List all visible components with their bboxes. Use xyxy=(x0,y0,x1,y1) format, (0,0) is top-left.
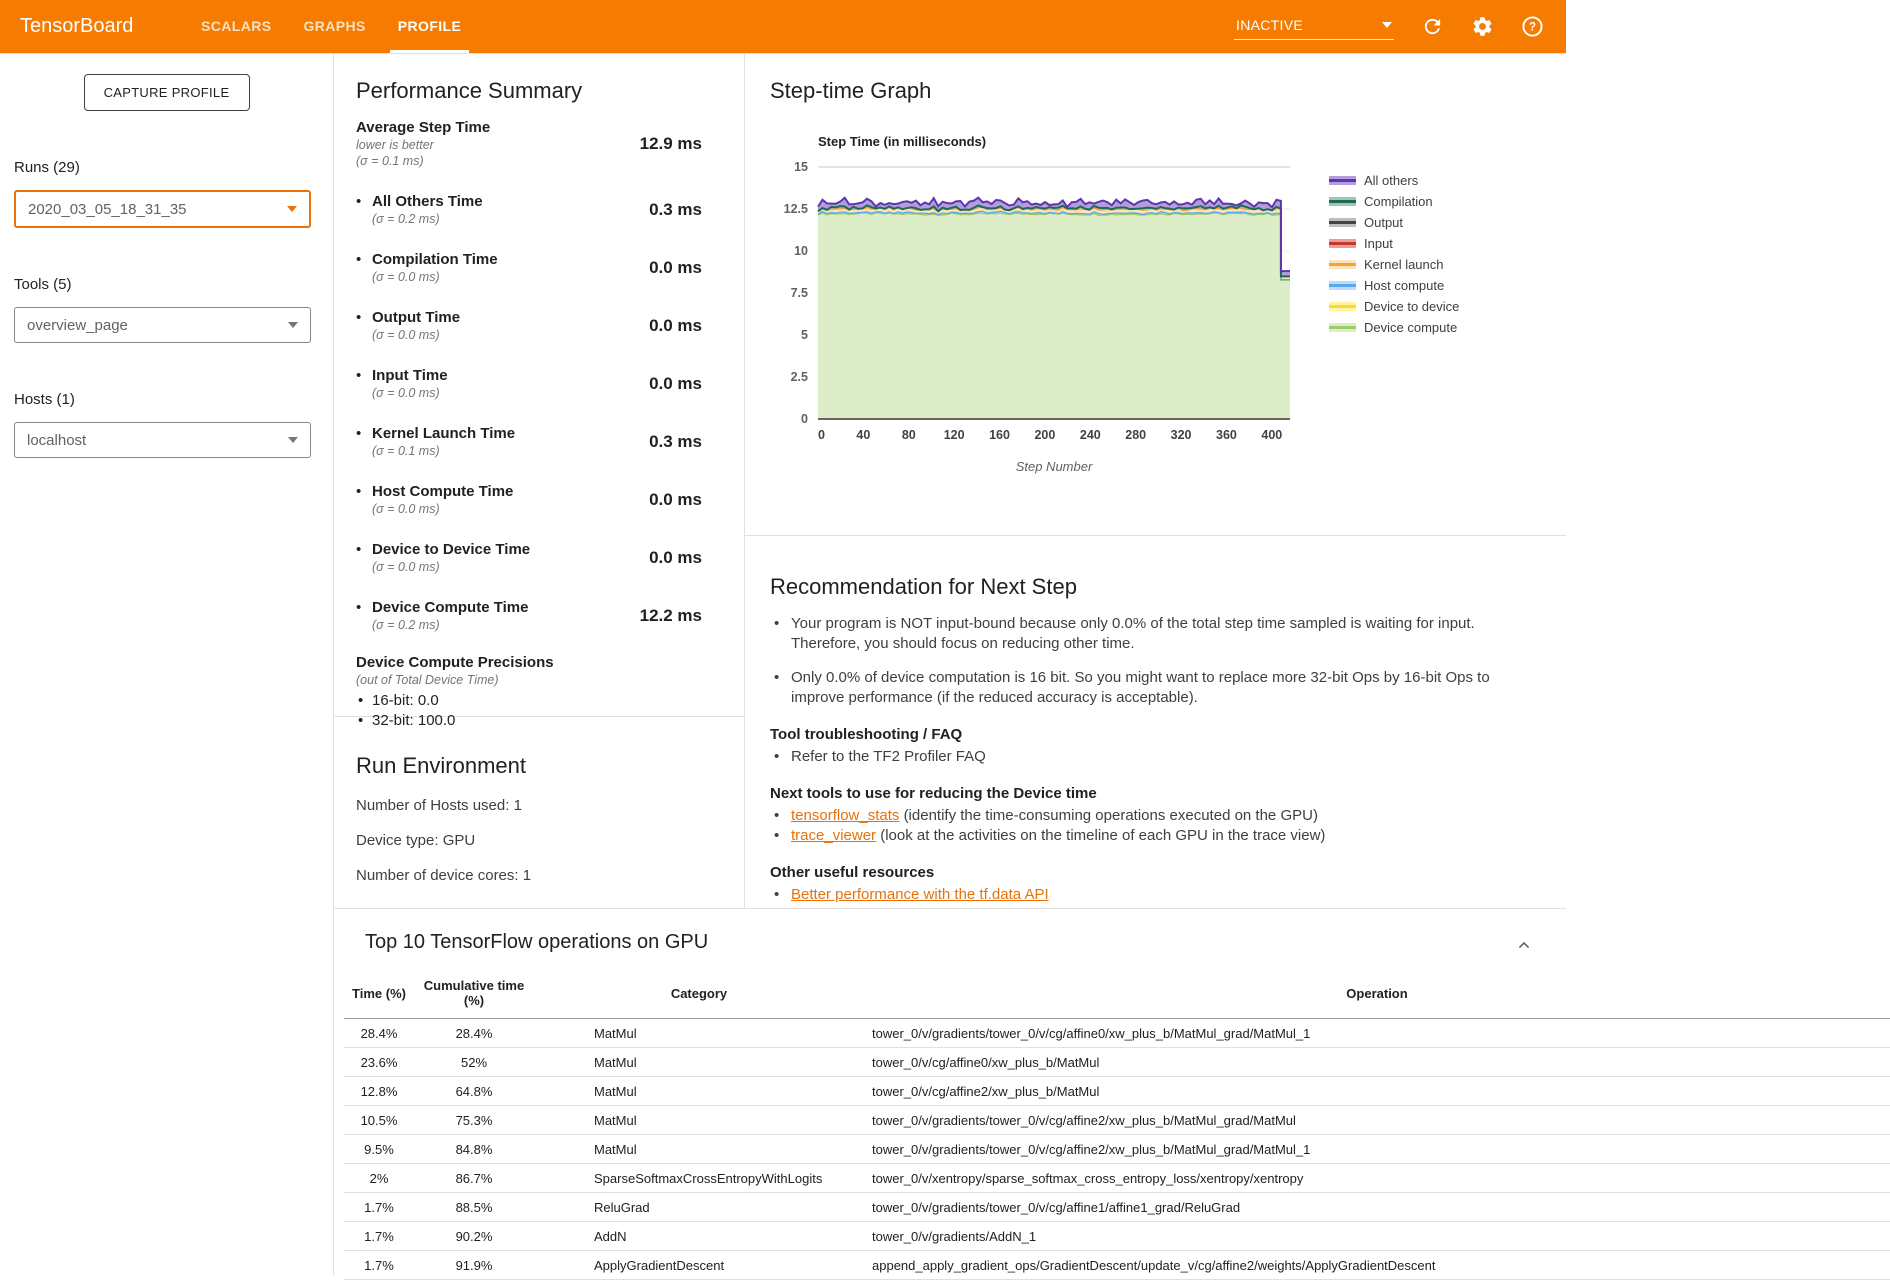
top10-table xyxy=(344,972,1890,1280)
refresh-button[interactable] xyxy=(1420,15,1444,39)
cell-cumulative: 90.2% xyxy=(414,1222,534,1251)
faq-item: • Refer to the TF2 Profiler FAQ xyxy=(770,747,1526,767)
run-environment-card xyxy=(334,717,744,884)
metric-sigma: (σ = 0.1 ms) xyxy=(372,444,440,458)
summary-column xyxy=(334,54,745,908)
tab-profile[interactable]: PROFILE xyxy=(382,0,477,53)
svg-text:40: 40 xyxy=(856,428,871,442)
table-header-row xyxy=(344,972,1890,1019)
legend-item xyxy=(1329,237,1459,250)
cell-cumulative: 86.7% xyxy=(414,1164,534,1193)
svg-text:7.5: 7.5 xyxy=(790,286,808,300)
svg-text:280: 280 xyxy=(1125,428,1147,442)
svg-text:?: ? xyxy=(1528,21,1536,34)
hosts-select[interactable] xyxy=(14,422,311,458)
svg-text:200: 200 xyxy=(1034,428,1056,442)
tools-select-value: overview_page xyxy=(27,316,128,334)
metric-value: 12.9 ms xyxy=(639,133,702,153)
cell-time: 1.7% xyxy=(344,1193,414,1222)
cell-operation: tower_0/v/gradients/AddN_1 xyxy=(864,1222,1890,1251)
cell-time: 2% xyxy=(344,1164,414,1193)
next-tool-item xyxy=(770,806,1526,826)
legend-item xyxy=(1329,174,1459,187)
resources-title: Other useful resources xyxy=(770,864,935,881)
tools-label: Tools (5) xyxy=(14,276,72,293)
legend-swatch xyxy=(1329,216,1356,229)
next-tool-item xyxy=(770,826,1526,846)
run-environment-line: Number of Hosts used: 1 xyxy=(356,797,522,814)
precision-item: • 16-bit: 0.0 xyxy=(356,691,702,711)
sidebar xyxy=(0,54,334,1275)
cell-cumulative: 52% xyxy=(414,1048,534,1077)
legend-swatch xyxy=(1329,174,1356,187)
bullet: • xyxy=(356,599,362,616)
resource-link[interactable]: Better performance with the tf.data API xyxy=(791,886,1049,903)
hosts-label: Hosts (1) xyxy=(14,391,75,408)
cell-category: MatMul xyxy=(534,1077,864,1106)
performance-summary-title: Performance Summary xyxy=(356,78,583,103)
legend-item xyxy=(1329,258,1459,271)
run-environment-line: Device type: GPU xyxy=(356,832,476,849)
cell-cumulative: 28.4% xyxy=(414,1019,534,1048)
metric-sigma: (σ = 0.0 ms) xyxy=(372,502,440,516)
cell-cumulative: 84.8% xyxy=(414,1135,534,1164)
svg-text:360: 360 xyxy=(1216,428,1237,442)
help-icon xyxy=(1521,15,1544,38)
metric-value: 0.0 ms xyxy=(649,373,702,393)
svg-text:0: 0 xyxy=(801,412,808,426)
svg-text:320: 320 xyxy=(1170,428,1192,442)
metric-sigma: (σ = 0.2 ms) xyxy=(372,212,440,226)
chevron-down-icon xyxy=(288,437,298,443)
cell-category: MatMul xyxy=(534,1135,864,1164)
metric-value: 0.0 ms xyxy=(649,489,702,509)
cell-operation: tower_0/v/gradients/tower_0/v/cg/affine1/affine1_grad/ReluGrad xyxy=(864,1193,1890,1222)
faq-list xyxy=(770,747,1526,767)
bullet: • xyxy=(356,367,362,384)
capture-profile-button[interactable]: CAPTURE PROFILE xyxy=(84,74,250,111)
table-row xyxy=(344,1019,1890,1048)
bullet: • xyxy=(356,193,362,210)
cell-time: 1.7% xyxy=(344,1222,414,1251)
svg-text:12.5: 12.5 xyxy=(783,202,808,216)
chevron-up-icon xyxy=(1512,933,1536,957)
overview-row xyxy=(334,54,1566,909)
cell-cumulative: 91.9% xyxy=(414,1251,534,1280)
table-row xyxy=(344,1222,1890,1251)
status-dropdown-value: INACTIVE xyxy=(1236,17,1303,33)
cell-operation: append_apply_gradient_ops/GradientDescent/update_v/cg/affine2/weights/ApplyGradientDescent xyxy=(864,1251,1890,1280)
bullet: • xyxy=(356,541,362,558)
metric-label: Kernel Launch Time xyxy=(372,425,516,442)
step-time-graph-title: Step-time Graph xyxy=(770,78,932,103)
legend-item xyxy=(1329,321,1459,334)
help-button[interactable] xyxy=(1520,15,1544,39)
table-row xyxy=(344,1106,1890,1135)
tool-desc: (look at the activities on the timeline of each GPU in the trace view) xyxy=(880,827,1326,844)
metric-label: Output Time xyxy=(372,309,461,326)
cell-time: 10.5% xyxy=(344,1106,414,1135)
perf-metric-row xyxy=(356,540,702,575)
metric-note: lower is better xyxy=(356,138,434,152)
cell-time: 12.8% xyxy=(344,1077,414,1106)
cell-category: ApplyGradientDescent xyxy=(534,1251,864,1280)
settings-button[interactable] xyxy=(1470,15,1494,39)
legend-swatch xyxy=(1329,321,1356,334)
bullet: • xyxy=(356,309,362,326)
topbar-actions xyxy=(1234,0,1566,53)
chevron-down-icon xyxy=(288,322,298,328)
perf-entries xyxy=(356,192,702,633)
perf-metric-row xyxy=(356,308,702,343)
table-row xyxy=(344,1077,1890,1106)
perf-metric-row xyxy=(356,598,702,633)
legend-label: Device compute xyxy=(1364,320,1458,335)
col-header-cumulative: Cumulative time (%) xyxy=(414,972,534,1019)
cell-category: AddN xyxy=(534,1222,864,1251)
stacked-area-chart xyxy=(770,132,1315,472)
legend-item xyxy=(1329,279,1459,292)
next-tools-list xyxy=(770,806,1526,846)
top10-operations-card xyxy=(334,909,1566,1280)
metric-label: Host Compute Time xyxy=(372,483,514,500)
bullet: • xyxy=(356,483,362,500)
cell-operation: tower_0/v/gradients/tower_0/v/cg/affine2/xw_plus_b/MatMul_grad/MatMul_1 xyxy=(864,1135,1890,1164)
legend-label: All others xyxy=(1364,173,1419,188)
precision-item: • 32-bit: 100.0 xyxy=(356,711,702,731)
legend-swatch xyxy=(1329,237,1356,250)
run-environment-line: Number of device cores: 1 xyxy=(356,867,532,884)
legend-label: Compilation xyxy=(1364,194,1433,209)
col-header-time: Time (%) xyxy=(344,972,414,1019)
metric-value: 0.0 ms xyxy=(649,315,702,335)
metric-value: 0.0 ms xyxy=(649,547,702,567)
gear-icon xyxy=(1471,15,1494,38)
metric-label: Compilation Time xyxy=(372,251,498,268)
svg-text:15: 15 xyxy=(794,160,808,174)
precisions-list xyxy=(356,691,702,731)
cell-operation: tower_0/v/cg/affine2/xw_plus_b/MatMul xyxy=(864,1077,1890,1106)
graph-column xyxy=(745,54,1566,908)
page-body xyxy=(0,53,1566,1275)
step-time-graph-card xyxy=(745,54,1566,536)
cell-time: 1.7% xyxy=(344,1251,414,1280)
refresh-icon xyxy=(1421,15,1444,38)
bullet: • xyxy=(356,251,362,268)
col-header-operation: Operation xyxy=(864,972,1890,1019)
table-row xyxy=(344,1164,1890,1193)
legend-swatch xyxy=(1329,195,1356,208)
metric-label: Device to Device Time xyxy=(372,541,531,558)
svg-text:400: 400 xyxy=(1261,428,1283,442)
cell-category: ReluGrad xyxy=(534,1193,864,1222)
tools-select[interactable] xyxy=(14,307,311,343)
metric-sigma: (σ = 0.1 ms) xyxy=(356,154,424,168)
svg-text:5: 5 xyxy=(801,328,808,342)
metric-sigma: (σ = 0.0 ms) xyxy=(372,386,440,400)
cell-operation: tower_0/v/gradients/tower_0/v/cg/affine2/xw_plus_b/MatMul_grad/MatMul xyxy=(864,1106,1890,1135)
precisions-title: Device Compute Precisions xyxy=(356,654,554,671)
metric-sigma: (σ = 0.2 ms) xyxy=(372,618,440,632)
recommendation-bullets xyxy=(770,614,1526,708)
cell-time: 9.5% xyxy=(344,1135,414,1164)
svg-text:0: 0 xyxy=(818,428,825,442)
bullet: • xyxy=(356,425,362,442)
run-environment-title: Run Environment xyxy=(356,753,526,778)
device-compute-precisions xyxy=(356,653,702,731)
svg-text:240: 240 xyxy=(1079,428,1101,442)
metric-label: Input Time xyxy=(372,367,448,384)
svg-text:Step Time (in milliseconds): Step Time (in milliseconds) xyxy=(818,134,987,149)
tool-link[interactable]: tensorflow_stats xyxy=(791,807,900,824)
legend-swatch xyxy=(1329,300,1356,313)
chevron-down-icon xyxy=(1382,22,1392,28)
faq-title: Tool troubleshooting / FAQ xyxy=(770,726,963,743)
perf-metric-row xyxy=(356,250,702,285)
chart-legend xyxy=(1329,174,1459,472)
metric-value: 0.3 ms xyxy=(649,199,702,219)
run-environment-lines xyxy=(356,797,714,884)
runs-select-value: 2020_03_05_18_31_35 xyxy=(28,200,187,218)
recommendation-bullet: • Only 0.0% of device computation is 16 bit. So you might want to replace more 32-bit Ops by 16-bit Ops to improve performance (if the reduced accuracy is acceptable). xyxy=(770,668,1526,708)
svg-text:2.5: 2.5 xyxy=(790,370,808,384)
recommendation-bullet: • Your program is NOT input-bound because only 0.0% of the total step time sampled is waiting for input. Therefore, you should focus on reducing other time. xyxy=(770,614,1526,654)
metric-sigma: (σ = 0.0 ms) xyxy=(372,328,440,342)
perf-metric-row xyxy=(356,366,702,401)
legend-label: Host compute xyxy=(1364,278,1445,293)
step-time-chart xyxy=(770,132,1566,472)
perf-metric-row xyxy=(356,192,702,227)
resources-list xyxy=(770,885,1526,905)
perf-metric-row xyxy=(356,482,702,517)
metric-sigma: (σ = 0.0 ms) xyxy=(372,560,440,574)
legend-label: Input xyxy=(1364,236,1393,251)
runs-select[interactable] xyxy=(14,190,311,228)
tab-scalars[interactable]: SCALARS xyxy=(201,18,272,34)
metric-value: 0.0 ms xyxy=(649,257,702,277)
legend-item xyxy=(1329,300,1459,313)
metric-label: Device Compute Time xyxy=(372,599,529,616)
cell-category: MatMul xyxy=(534,1106,864,1135)
precisions-note: (out of Total Device Time) xyxy=(356,673,499,687)
col-header-category: Category xyxy=(534,972,864,1019)
next-tools-title: Next tools to use for reducing the Device time xyxy=(770,785,1097,802)
cell-operation: tower_0/v/gradients/tower_0/v/cg/affine0/xw_plus_b/MatMul_grad/MatMul_1 xyxy=(864,1019,1890,1048)
tools-group xyxy=(14,276,311,343)
cell-category: MatMul xyxy=(534,1048,864,1077)
metric-label: All Others Time xyxy=(372,193,483,210)
svg-text:80: 80 xyxy=(901,428,916,442)
recommendation-card xyxy=(745,536,1566,905)
app-title: TensorBoard xyxy=(20,15,134,37)
perf-metric-row xyxy=(356,424,702,459)
collapse-section-button[interactable] xyxy=(1512,933,1536,957)
nav-tabs xyxy=(185,0,477,53)
legend-label: Device to device xyxy=(1364,299,1460,314)
table-row xyxy=(344,1135,1890,1164)
performance-summary-card xyxy=(334,54,744,729)
svg-text:10: 10 xyxy=(794,244,808,258)
svg-text:120: 120 xyxy=(943,428,965,442)
table-row xyxy=(344,1193,1890,1222)
legend-swatch xyxy=(1329,258,1356,271)
cell-cumulative: 88.5% xyxy=(414,1193,534,1222)
legend-label: Output xyxy=(1364,215,1404,230)
tab-graphs[interactable]: GRAPHS xyxy=(303,18,366,34)
metric-sigma: (σ = 0.0 ms) xyxy=(372,270,440,284)
chevron-down-icon xyxy=(287,206,297,212)
average-step-time xyxy=(356,118,702,169)
svg-text:Step Number: Step Number xyxy=(1015,459,1093,474)
cell-cumulative: 75.3% xyxy=(414,1106,534,1135)
cell-operation: tower_0/v/cg/affine0/xw_plus_b/MatMul xyxy=(864,1048,1890,1077)
runs-group xyxy=(14,159,311,228)
hosts-select-value: localhost xyxy=(27,431,87,449)
cell-operation: tower_0/v/xentropy/sparse_softmax_cross_entropy_loss/xentropy/xentropy xyxy=(864,1164,1890,1193)
cell-cumulative: 64.8% xyxy=(414,1077,534,1106)
table-row xyxy=(344,1048,1890,1077)
recommendation-title: Recommendation for Next Step xyxy=(770,574,1077,599)
table-row xyxy=(344,1251,1890,1280)
svg-text:160: 160 xyxy=(989,428,1010,442)
status-dropdown[interactable] xyxy=(1234,13,1394,40)
cell-category: SparseSoftmaxCrossEntropyWithLogits xyxy=(534,1164,864,1193)
main-content xyxy=(334,54,1566,1275)
cell-time: 28.4% xyxy=(344,1019,414,1048)
metric-value: 12.2 ms xyxy=(639,605,702,625)
legend-item xyxy=(1329,216,1459,229)
legend-item xyxy=(1329,195,1459,208)
cell-category: MatMul xyxy=(534,1019,864,1048)
top10-title: Top 10 TensorFlow operations on GPU xyxy=(365,931,709,953)
hosts-group xyxy=(14,391,311,458)
tool-link[interactable]: trace_viewer xyxy=(791,827,877,844)
legend-label: Kernel launch xyxy=(1364,257,1444,272)
top-app-bar xyxy=(0,0,1566,53)
legend-swatch xyxy=(1329,279,1356,292)
cell-time: 23.6% xyxy=(344,1048,414,1077)
metric-value: 0.3 ms xyxy=(649,431,702,451)
tool-desc: (identify the time-consuming operations executed on the GPU) xyxy=(903,807,1318,824)
metric-label: Average Step Time xyxy=(356,119,491,136)
runs-label: Runs (29) xyxy=(14,159,80,176)
resource-item xyxy=(770,885,1526,905)
